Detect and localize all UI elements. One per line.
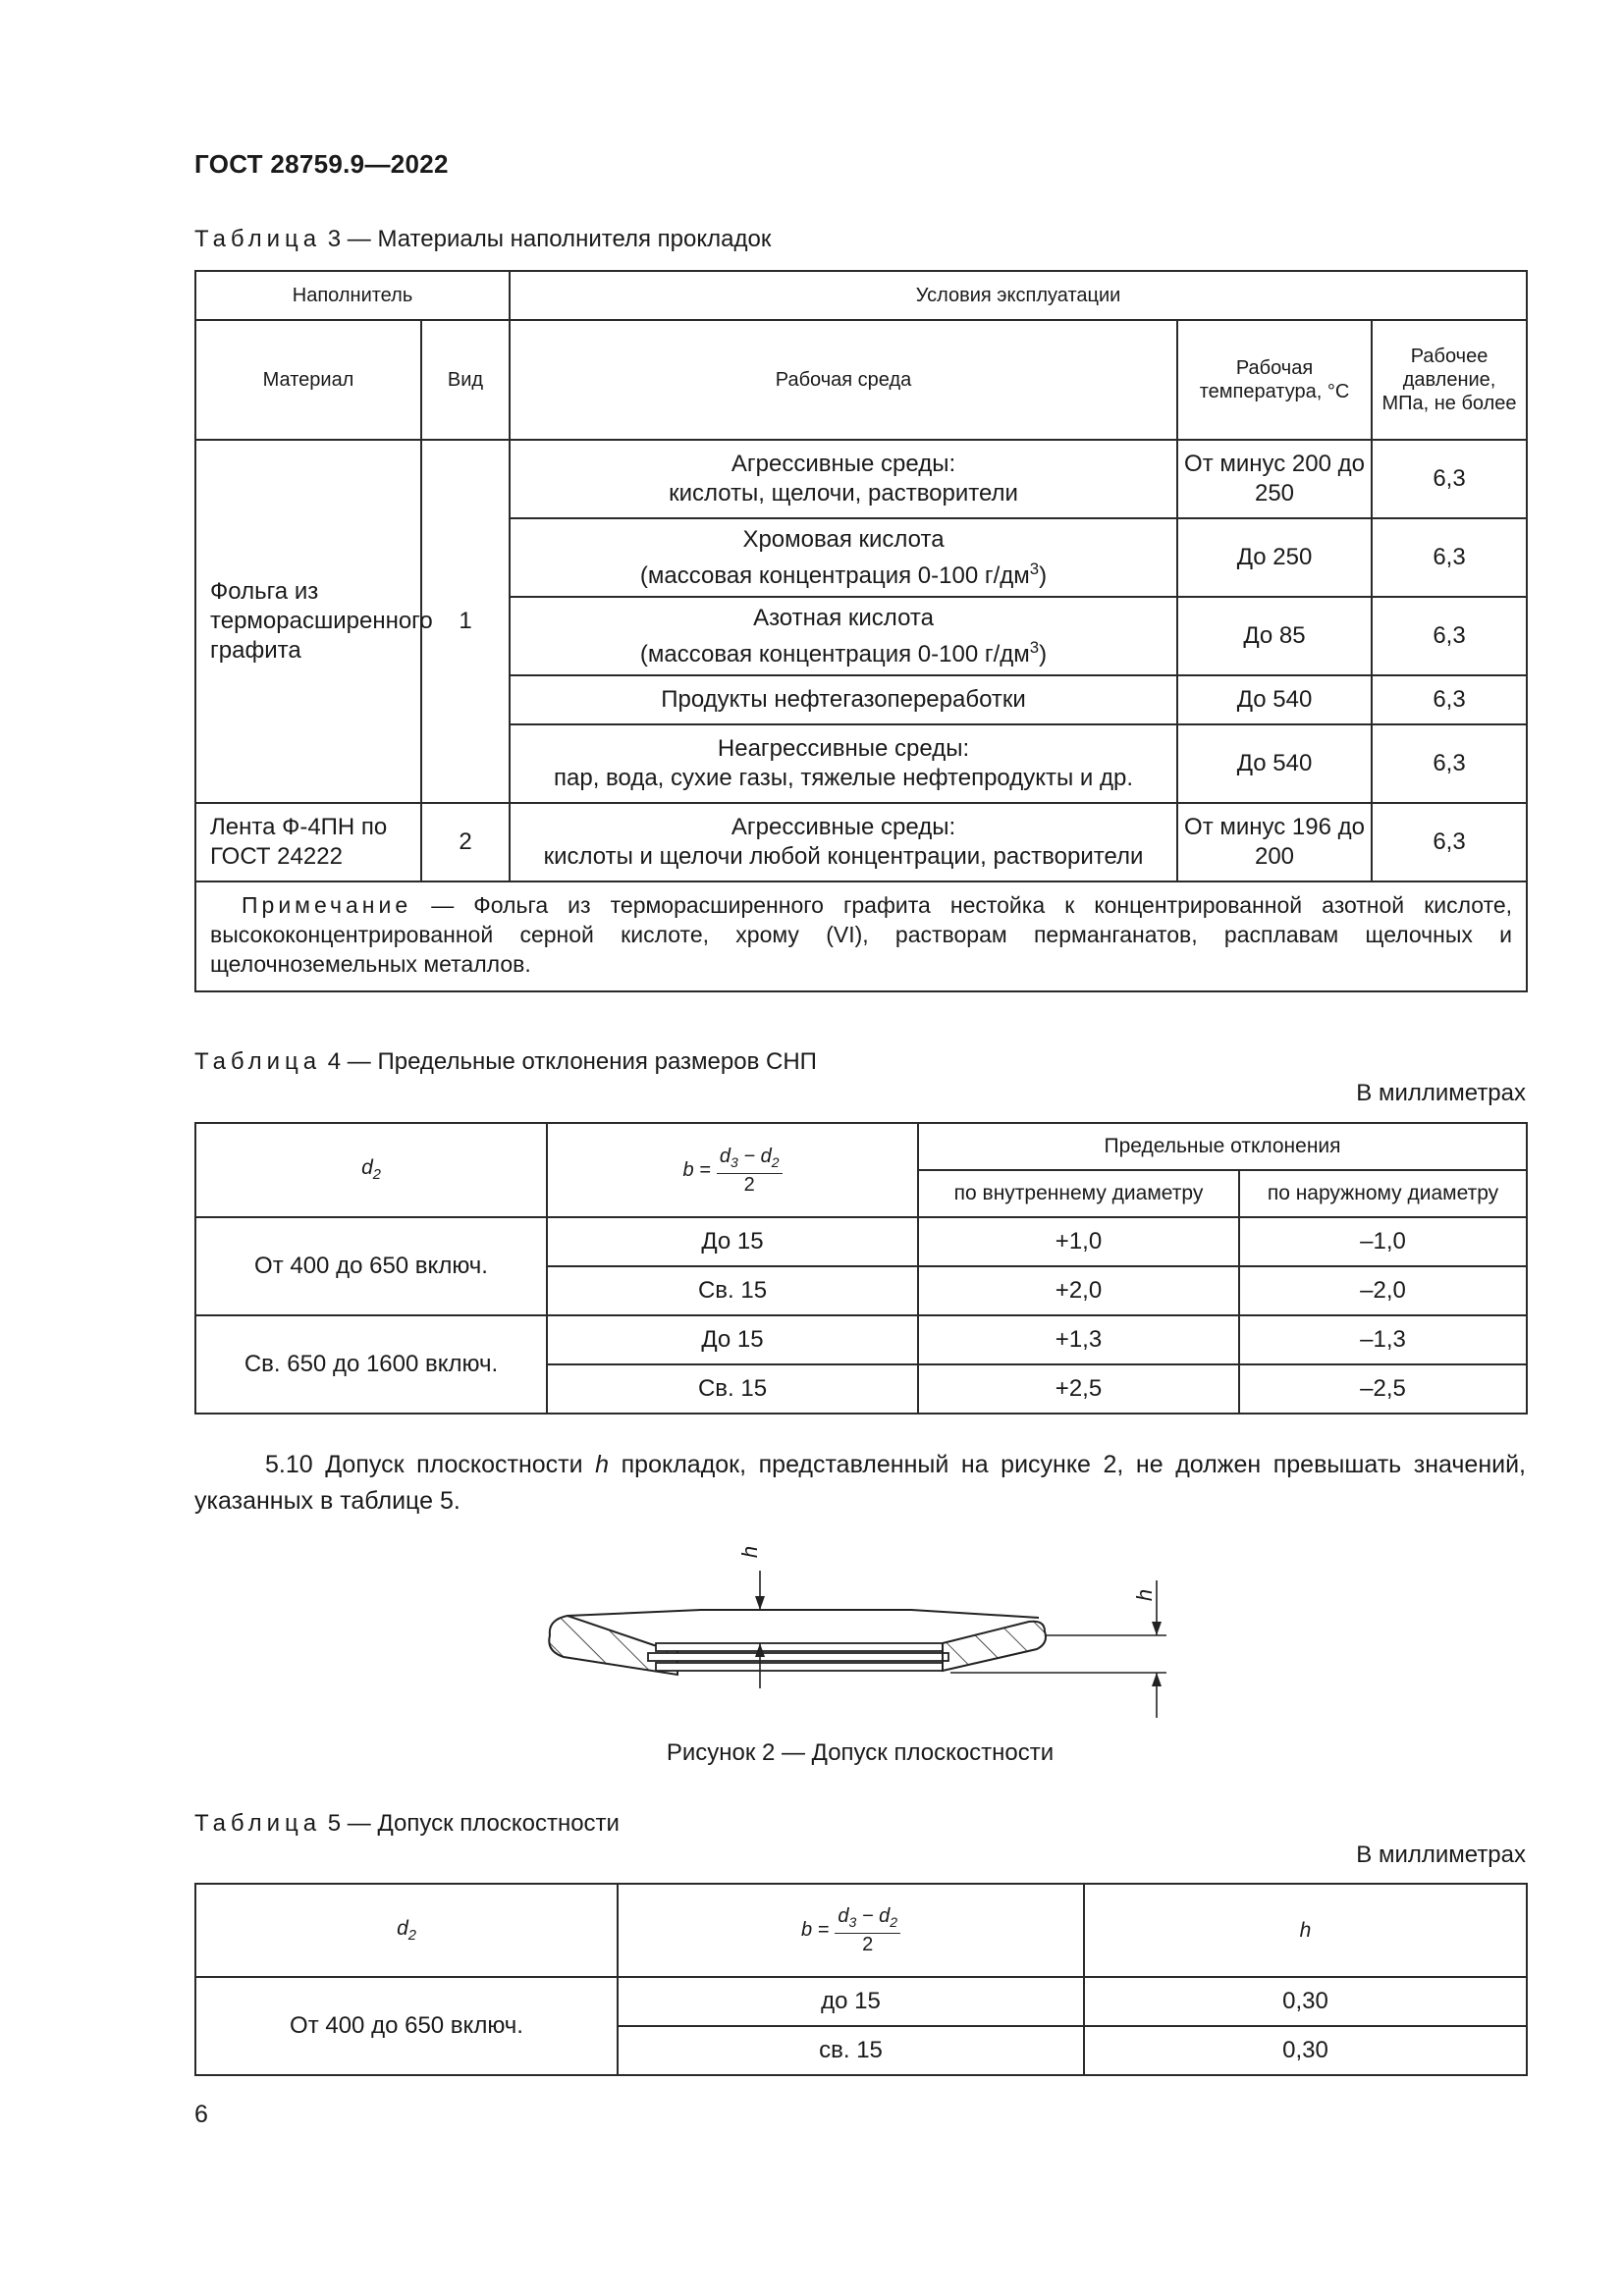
table3-temp-cell: До 540	[1177, 675, 1372, 724]
table4-units: В миллиметрах	[1356, 1080, 1526, 1106]
table4-caption-word: Таблица	[194, 1048, 322, 1075]
table5-h-cell: 0,30	[1084, 2026, 1527, 2075]
medium-line1: Агрессивные среды:	[731, 451, 956, 477]
figure-label-h-left: h	[737, 1545, 763, 1559]
table4-caption-text: 4 — Предельные отклонения размеров СНП	[327, 1048, 817, 1075]
para-text-2: прокладок, представленный на рисунке 2, не должен превышать значений, указанных в таблице 5.	[194, 1451, 1527, 1515]
table4-b-cell: До 15	[547, 1315, 918, 1364]
table4-b-cell: Св. 15	[547, 1364, 918, 1414]
table5-b-cell: св. 15	[618, 2026, 1084, 2075]
arrow-down-icon	[755, 1596, 765, 1610]
table5-col-h: h	[1084, 1884, 1527, 1977]
paragraph-5-10	[194, 1447, 1526, 1520]
formula-minus: −	[856, 1905, 880, 1927]
medium-tail: )	[1039, 640, 1048, 667]
table5-col-b	[618, 1884, 1084, 1977]
d-symbol: d	[361, 1156, 373, 1180]
table3-group-conditions: Условия эксплуатации	[510, 271, 1527, 320]
para-text-1: 5.10 Допуск плоскостности	[265, 1451, 596, 1478]
table5-units: В миллиметрах	[1356, 1842, 1526, 1868]
table3-temp-cell: До 540	[1177, 724, 1372, 803]
table4-col-outer: по наружному диаметру	[1239, 1170, 1527, 1217]
table4-col-inner: по внутреннему диаметру	[918, 1170, 1239, 1217]
table4-d2-range: Св. 650 до 1600 включ.	[195, 1315, 547, 1414]
table4-outer-cell: –1,3	[1239, 1315, 1527, 1364]
table5-caption-text: 5 — Допуск плоскостности	[327, 1810, 620, 1837]
figure-2-caption: Рисунок 2 — Допуск плоскостности	[666, 1739, 1055, 1766]
table3-col-pressure: Рабочее давление, МПа, не более	[1372, 320, 1527, 440]
table3-material-2: Лента Ф-4ПН по ГОСТ 24222	[195, 803, 421, 881]
note-word: Примечание	[242, 892, 412, 918]
table3-medium-cell	[510, 597, 1177, 675]
formula-d3: d	[719, 1145, 731, 1167]
formula-den: 2	[743, 1173, 755, 1196]
formula-den: 2	[862, 1934, 874, 1955]
table4-caption	[194, 1048, 817, 1076]
table3-caption	[194, 226, 771, 253]
table3	[194, 270, 1528, 992]
inner-winding-2	[648, 1653, 948, 1661]
table3-medium-cell	[510, 518, 1177, 597]
medium-text: (массовая концентрация 0-100 г/дм	[639, 640, 1030, 667]
table5-h-cell: 0,30	[1084, 1977, 1527, 2026]
inner-winding-1	[656, 1643, 943, 1651]
table4-outer-cell: –1,0	[1239, 1217, 1527, 1266]
table4-b-cell: Св. 15	[547, 1266, 918, 1315]
table3-pressure-cell: 6,3	[1372, 803, 1527, 881]
table4-inner-cell: +1,3	[918, 1315, 1239, 1364]
formula-d2: d	[760, 1145, 772, 1167]
table4-col-d2	[195, 1123, 547, 1217]
medium-line1: Неагрессивные среды:	[717, 735, 970, 762]
table3-medium-cell	[510, 803, 1177, 881]
medium-line2: пар, вода, сухие газы, тяжелые нефтепродукты и др.	[554, 765, 1134, 791]
superscript: 3	[1029, 559, 1040, 578]
table4-group-dev: Предельные отклонения	[918, 1123, 1527, 1170]
table3-pressure-cell: 6,3	[1372, 724, 1527, 803]
figure-2	[194, 1541, 1526, 1728]
table3-temp-cell: До 85	[1177, 597, 1372, 675]
table3-pressure-cell: 6,3	[1372, 675, 1527, 724]
table5-caption-word: Таблица	[194, 1810, 322, 1837]
table3-type-1: 1	[421, 440, 510, 803]
table3-col-temp: Рабочая температура, °С	[1177, 320, 1372, 440]
formula-d3: d	[838, 1905, 849, 1927]
table4-inner-cell: +1,0	[918, 1217, 1239, 1266]
formula-d2-sub: 2	[890, 1914, 897, 1930]
table3-col-material: Материал	[195, 320, 421, 440]
table3-medium-cell	[510, 724, 1177, 803]
formula-minus: −	[737, 1145, 761, 1167]
medium-tail: )	[1039, 561, 1048, 589]
medium-line2	[516, 633, 1170, 669]
table5-b-cell: до 15	[618, 1977, 1084, 2026]
b-formula	[801, 1905, 900, 1955]
table5-d2-range: От 400 до 650 включ.	[195, 1977, 618, 2075]
table4-d2-range: От 400 до 650 включ.	[195, 1217, 547, 1315]
b-lhs: b =	[682, 1158, 711, 1181]
table3-temp-cell: От минус 196 до 200	[1177, 803, 1372, 881]
medium-text: (массовая концентрация 0-100 г/дм	[639, 561, 1030, 589]
page-number: 6	[194, 2101, 208, 2128]
d-symbol: d	[397, 1916, 408, 1940]
table5-col-d2	[195, 1884, 618, 1977]
document-header: ГОСТ 28759.9—2022	[194, 149, 449, 179]
medium-line1: Азотная кислота	[753, 604, 934, 631]
table3-caption-word: Таблица	[194, 226, 322, 252]
table3-col-medium: Рабочая среда	[510, 320, 1177, 440]
table4-col-b	[547, 1123, 918, 1217]
medium-line1: Агрессивные среды:	[731, 814, 956, 840]
table3-col-type: Вид	[421, 320, 510, 440]
b-lhs: b =	[801, 1919, 830, 1941]
table3-group-filler: Наполнитель	[195, 271, 510, 320]
table4-outer-cell: –2,5	[1239, 1364, 1527, 1414]
medium-line1: Хромовая кислота	[742, 525, 945, 553]
table3-medium-cell: Продукты нефтегазопереработки	[510, 675, 1177, 724]
d-subscript: 2	[407, 1928, 416, 1945]
d-subscript: 2	[372, 1167, 381, 1184]
b-formula	[683, 1146, 783, 1196]
table3-temp-cell: От минус 200 до 250	[1177, 440, 1372, 518]
arrow-down-icon	[1152, 1622, 1162, 1635]
formula-d3-sub: 3	[730, 1153, 738, 1170]
table3-pressure-cell: 6,3	[1372, 518, 1527, 597]
formula-d2: d	[879, 1905, 891, 1927]
formula-d2-sub: 2	[771, 1153, 780, 1170]
figure-label-h-right: h	[1132, 1588, 1158, 1602]
table3-note	[195, 881, 1527, 991]
table5	[194, 1883, 1528, 2076]
table3-pressure-cell: 6,3	[1372, 597, 1527, 675]
top-outline	[568, 1610, 1039, 1618]
formula-d3-sub: 3	[848, 1914, 857, 1930]
table3-material-1: Фольга из терморасширенного графита	[195, 440, 421, 803]
table4-inner-cell: +2,5	[918, 1364, 1239, 1414]
table3-pressure-cell: 6,3	[1372, 440, 1527, 518]
medium-line2	[516, 555, 1170, 591]
table5-caption	[194, 1810, 620, 1838]
medium-line2: кислоты, щелочи, растворители	[669, 480, 1018, 507]
table4	[194, 1122, 1528, 1415]
table3-caption-text: 3 — Материалы наполнителя прокладок	[327, 226, 772, 252]
table3-type-2: 2	[421, 803, 510, 881]
right-section-hatched	[943, 1622, 1046, 1671]
arrow-up-icon	[1152, 1673, 1162, 1686]
table4-b-cell: До 15	[547, 1217, 918, 1266]
medium-line2: кислоты и щелочи любой концентрации, растворители	[543, 843, 1144, 870]
note-text: — Фольга из терморасширенного графита нестойка к концентрированной азотной кислоте, высококонцентрированной серной кислоте, хрому (VI), растворам перманганатов, расплавам щелочных и щелочноземельных металлов.	[210, 892, 1513, 977]
inner-winding-3	[656, 1663, 943, 1671]
table4-outer-cell: –2,0	[1239, 1266, 1527, 1315]
table3-medium-cell	[510, 440, 1177, 518]
flatness-tolerance-drawing	[194, 1541, 1526, 1728]
table4-inner-cell: +2,0	[918, 1266, 1239, 1315]
table3-temp-cell: До 250	[1177, 518, 1372, 597]
superscript: 3	[1029, 637, 1040, 657]
para-var-h: h	[595, 1451, 610, 1478]
